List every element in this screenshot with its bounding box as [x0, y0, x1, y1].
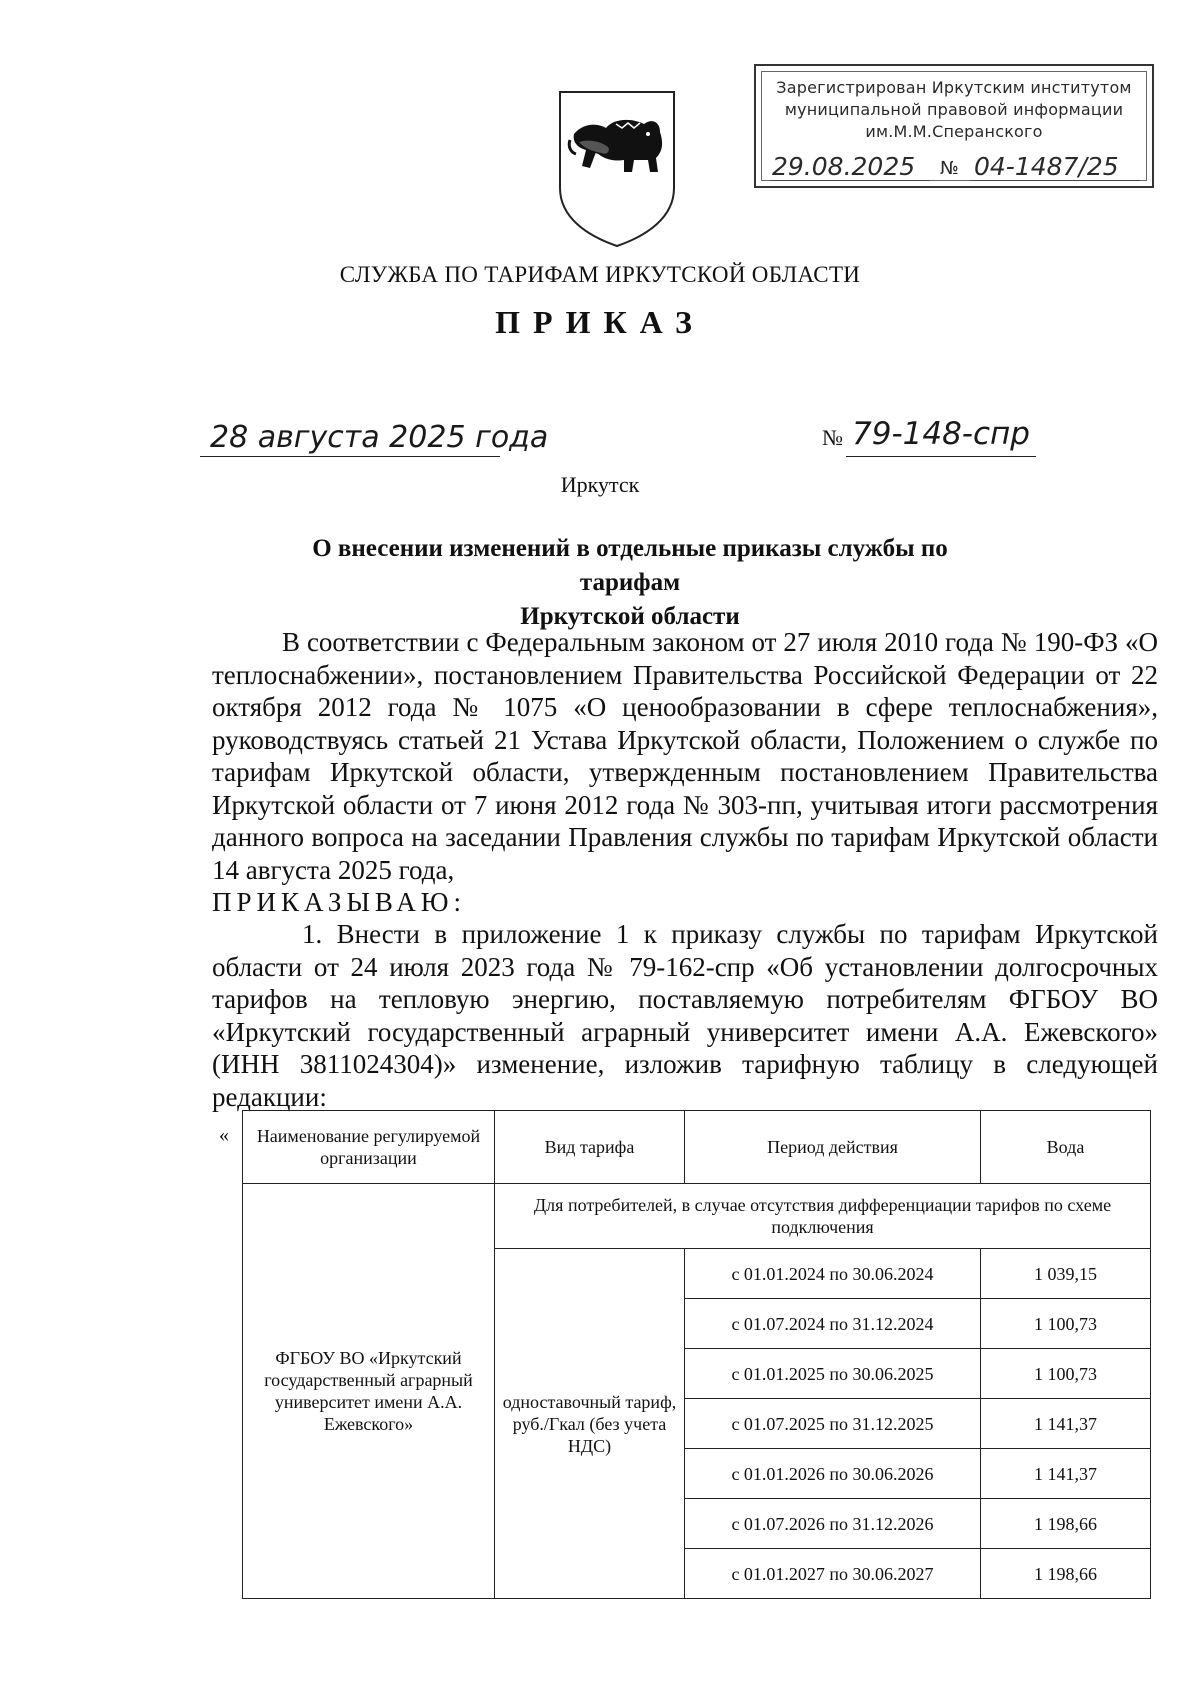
value-cell: 1 198,66 [981, 1499, 1151, 1549]
order-number-handwritten: 79-148-спр [852, 416, 1030, 452]
period-cell: с 01.07.2024 по 31.12.2024 [685, 1299, 981, 1349]
value-cell: 1 100,73 [981, 1299, 1151, 1349]
document-type-heading: ПРИКАЗ [495, 304, 705, 340]
issuing-organization: СЛУЖБА ПО ТАРИФАМ ИРКУТСКОЙ ОБЛАСТИ [339, 262, 861, 287]
stamp-number-label: № [940, 158, 959, 179]
number-underline [846, 456, 1036, 457]
order-number-label: № [822, 425, 843, 450]
period-cell: с 01.01.2027 по 30.06.2027 [685, 1549, 981, 1599]
item-1-paragraph: 1. Внести в приложение 1 к приказу службы по тарифам Иркутской области от 24 июля 2023 года № 79-162-спр «Об установлении долгосрочных тарифов на тепловую энергию, поставляемую потребителям ФГБОУ ВО «Иркутский государственный аграрный университет имени А.А. Ежевского» (ИНН 3811024304)» изменение, изложив тарифную таблицу в следующей редакции: [212, 919, 1158, 1112]
title-line: О внесении изменений в отдельные приказы службы по тарифам [312, 535, 948, 596]
city-name: Иркутск [560, 472, 640, 497]
stamp-date-underline [770, 180, 930, 181]
coat-of-arms-emblem [556, 88, 678, 248]
header-period: Период действия [685, 1111, 981, 1184]
tariff-table [242, 1110, 1151, 1599]
document-title [260, 532, 1000, 634]
header-org: Наименование регулируемой организации [243, 1111, 495, 1184]
stamp-line: муниципальной правовой информации [784, 100, 1124, 119]
period-cell: с 01.01.2026 по 30.06.2026 [685, 1449, 981, 1499]
value-cell: 1 039,15 [981, 1249, 1151, 1299]
group-label-cell: Для потребителей, в случае отсутствия дифференциации тарифов по схеме подключения [495, 1184, 1151, 1249]
stamp-date: 29.08.2025 [772, 152, 916, 181]
value-cell: 1 198,66 [981, 1549, 1151, 1599]
period-cell: с 01.07.2026 по 31.12.2026 [685, 1499, 981, 1549]
period-cell: с 01.01.2025 по 30.06.2025 [685, 1349, 981, 1399]
opening-quote-mark: « [219, 1124, 229, 1146]
stamp-line: Зарегистрирован Иркутским институтом [776, 78, 1132, 97]
order-date-handwritten: 28 августа 2025 года [210, 420, 549, 455]
date-underline [200, 456, 500, 457]
stamp-line: им.М.М.Сперанского [865, 122, 1043, 141]
header-water: Вода [981, 1111, 1151, 1184]
stamp-number-underline [970, 180, 1140, 181]
value-cell: 1 100,73 [981, 1349, 1151, 1399]
stamp-number: 04-1487/25 [974, 152, 1119, 181]
table-group-row [243, 1184, 1151, 1249]
table-header-row [243, 1111, 1151, 1184]
value-cell: 1 141,37 [981, 1449, 1151, 1499]
tariff-type-cell: одноставочный тариф, руб./Гкал (без учета НДС) [495, 1249, 685, 1599]
order-word: ПРИКАЗЫВАЮ: [212, 887, 466, 917]
period-cell: с 01.01.2024 по 30.06.2024 [685, 1249, 981, 1299]
registration-stamp [754, 64, 1154, 188]
period-cell: с 01.07.2025 по 31.12.2025 [685, 1399, 981, 1449]
value-cell: 1 141,37 [981, 1399, 1151, 1449]
title-line: Иркутской области [520, 603, 740, 630]
org-name-cell: ФГБОУ ВО «Иркутский государственный аграрный университет имени А.А. Ежевского» [243, 1184, 495, 1599]
header-tariff-type: Вид тарифа [495, 1111, 685, 1184]
preamble-paragraph: В соответствии с Федеральным законом от 27 июля 2010 года № 190-ФЗ «О теплоснабжении», постановлением Правительства Российской Федерации от 22 октября 2012 года № 1075 «О ценообразовании в сфере теплоснабжения», руководствуясь статьей 21 Устава Иркутской области, Положением о службе по тарифам Иркутской области, утвержденным постановлением Правительства Иркутской области от 7 июня 2012 года № 303-пп, учитывая итоги рассмотрения данного вопроса на заседании Правления службы по тарифам Иркутской области 14 августа 2025 года, [212, 627, 1158, 885]
